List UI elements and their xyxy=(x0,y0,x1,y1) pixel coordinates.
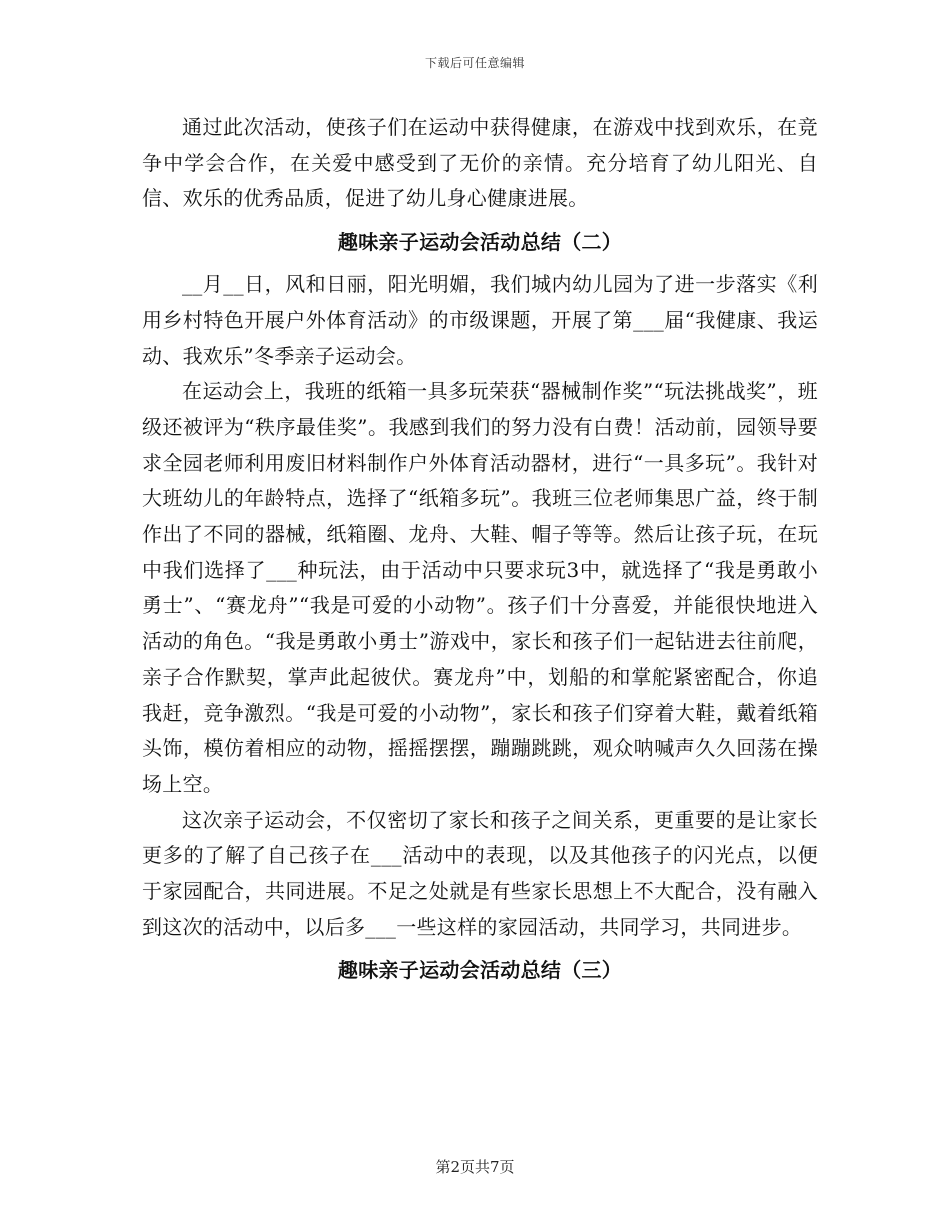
document-body xyxy=(142,110,818,995)
section-2-paragraph-2: 在运动会上，我班的纸箱一具多玩荣获“器械制作奖”“玩法挑战奖”，班级还被评为“秩序最佳奖”。我感到我们的努力没有白费！活动前，园领导要求全园老师利用废旧材料制作户外体育活动器材，进行“一具多玩”。我针对大班幼儿的年龄特点，选择了“纸箱多玩”。我班三位老师集思广益，终于制作出了不同的器械，纸箱圈、龙舟、大鞋、帽子等等。然后让孩子玩，在玩中我们选择了___种玩法，由于活动中只要求玩3中，就选择了“我是勇敢小勇士”、“赛龙舟”“我是可爱的小动物”。孩子们十分喜爱，并能很快地进入活动的角色。“我是勇敢小勇士”游戏中，家长和孩子们一起钻进去往前爬，亲子合作默契，掌声此起彼伏。赛龙舟”中，划船的和掌舵紧密配合，你追我赶，竞争激烈。“我是可爱的小动物”，家长和孩子们穿着大鞋，戴着纸箱头饰，模仿着相应的动物，摇摇摆摆，蹦蹦跳跳，观众呐喊声久久回荡在操场上空。 xyxy=(142,379,818,796)
page-header-note: 下载后可任意编辑 xyxy=(424,56,525,70)
page-number: 第2页共7页 xyxy=(435,1158,515,1176)
section-title-3: 趣味亲子运动会活动总结（三） xyxy=(337,958,623,983)
section-2-paragraph-3: 这次亲子运动会，不仅密切了家长和孩子之间关系，更重要的是让家长更多的了解了自己孩子在___活动中的表现，以及其他孩子的闪光点，以便于家园配合，共同进展。不足之处就是有些家长思想上不大配合，没有融入到这次的活动中，以后多___一些这样的家园活动，共同学习，共同进步。 xyxy=(142,807,818,939)
section-2-paragraph-1: __月__日，风和日丽，阳光明媚，我们城内幼儿园为了进一步落实《利用乡村特色开展户外体育活动》的市级课题，开展了第___届“我健康、我运动、我欢乐”冬季亲子运动会。 xyxy=(142,272,818,368)
intro-paragraph: 通过此次活动，使孩子们在运动中获得健康，在游戏中找到欢乐，在竞争中学会合作，在关爱中感受到了无价的亲情。充分培育了幼儿阳光、自信、欢乐的优秀品质，促进了幼儿身心健康进展。 xyxy=(142,115,818,211)
section-title-2: 趣味亲子运动会活动总结（二） xyxy=(337,230,623,255)
